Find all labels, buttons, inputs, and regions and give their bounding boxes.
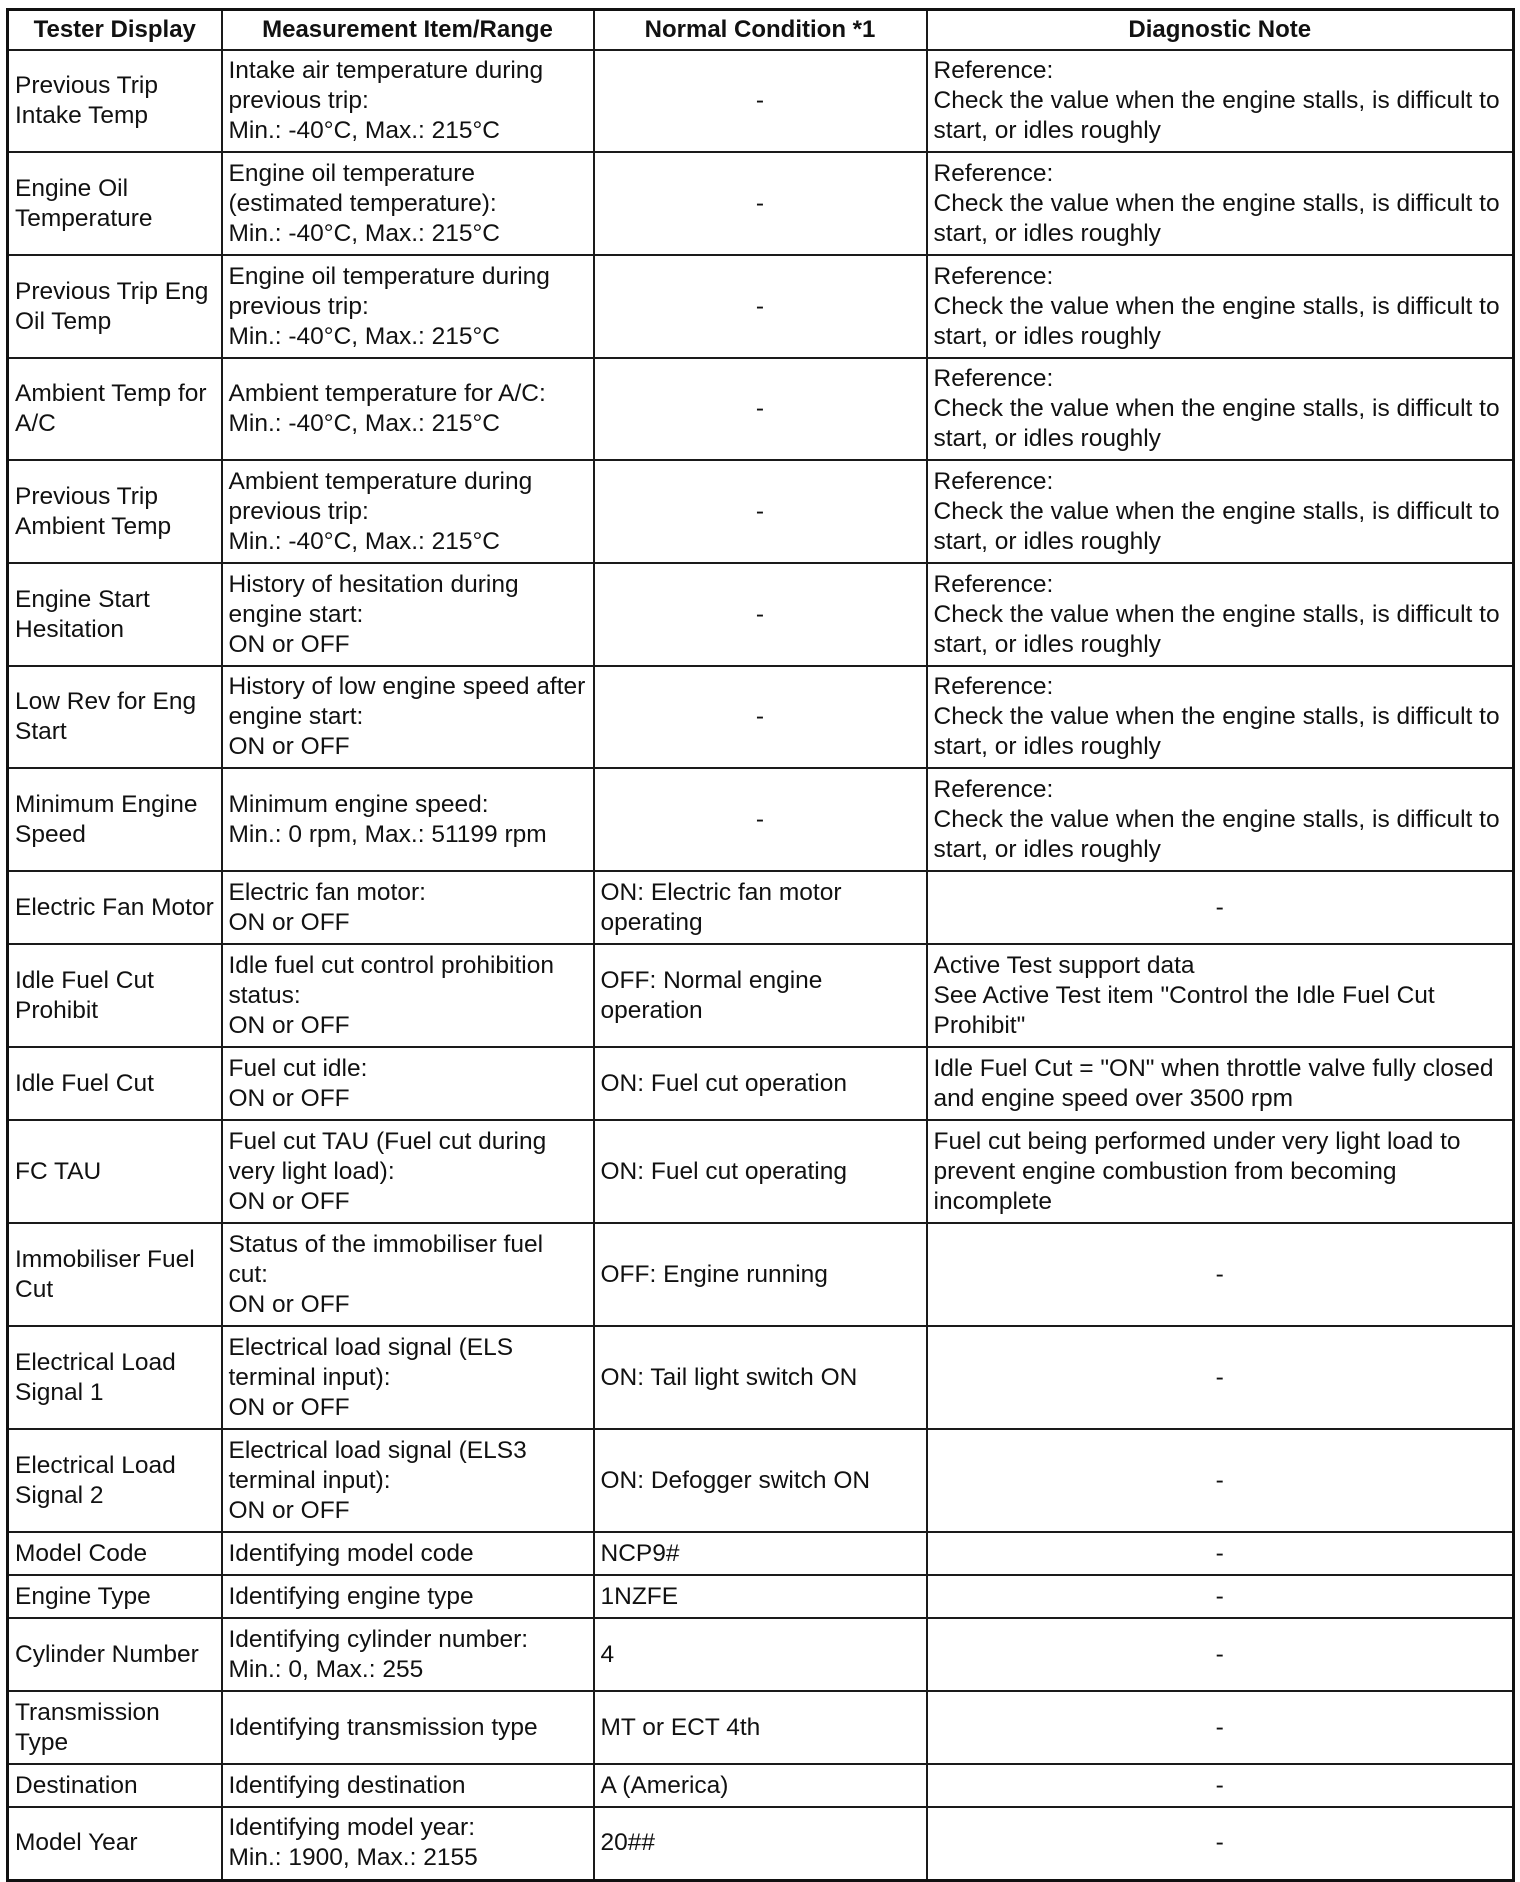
tester-display-cell: Low Rev for Eng Start — [8, 666, 222, 768]
tester-display-cell: Destination — [8, 1764, 222, 1807]
measurement-item-cell — [222, 358, 594, 460]
tester-display-cell: Previous Trip Intake Temp — [8, 50, 222, 152]
tester-display-cell: Idle Fuel Cut — [8, 1047, 222, 1120]
measurement-description: Ambient temperature for A/C: — [228, 380, 546, 407]
table-row — [8, 1223, 1514, 1326]
diagnostic-note-line: - — [1215, 893, 1224, 921]
normal-condition-cell: - — [594, 563, 927, 666]
diagnostic-note-cell — [927, 944, 1514, 1047]
tester-display-cell: Electric Fan Motor — [8, 871, 222, 944]
diagnostic-note-cell — [927, 1429, 1514, 1532]
diagnostic-note-detail: Check the value when the engine stalls, is difficult to start, or idles roughly — [933, 292, 1500, 350]
diagnostic-note-cell — [927, 768, 1514, 871]
diagnostic-note-line: - — [1215, 1829, 1224, 1857]
measurement-description: Electrical load signal (ELS3 terminal input): — [228, 1436, 527, 1494]
diagnostic-note-detail: See Active Test item "Control the Idle Fuel Cut Prohibit" — [933, 981, 1435, 1039]
diagnostic-note-cell — [927, 1807, 1514, 1880]
measurement-range: Min.: -40°C, Max.: 215°C — [228, 527, 500, 555]
normal-condition-cell: - — [594, 255, 927, 358]
measurement-range: Min.: 1900, Max.: 2155 — [228, 1844, 478, 1872]
table-row — [8, 563, 1514, 666]
tester-display-cell: Ambient Temp for A/C — [8, 358, 222, 460]
diagnostic-note-detail: Check the value when the engine stalls, is difficult to start, or idles roughly — [933, 395, 1500, 452]
diagnostic-note-detail: Check the value when the engine stalls, is difficult to start, or idles roughly — [933, 703, 1500, 760]
diagnostic-note-line: Idle Fuel Cut = "ON" when throttle valve fully closed and engine speed over 3500 rpm — [933, 1054, 1494, 1112]
measurement-item-cell — [222, 1047, 594, 1120]
measurement-range: ON or OFF — [228, 630, 350, 658]
normal-condition-cell: A (America) — [594, 1764, 927, 1807]
tester-display-cell: FC TAU — [8, 1120, 222, 1223]
measurement-description: Identifying destination — [228, 1771, 466, 1799]
tester-display-cell: Model Year — [8, 1807, 222, 1880]
measurement-range: ON or OFF — [228, 1393, 350, 1421]
tester-display-cell: Electrical Load Signal 1 — [8, 1326, 222, 1429]
normal-condition-cell: OFF: Engine running — [594, 1223, 927, 1326]
diagnostic-note-line: Reference: — [933, 467, 1054, 495]
normal-condition-cell: - — [594, 50, 927, 152]
header-diagnostic-note: Diagnostic Note — [927, 10, 1514, 51]
diagnostic-note-cell — [927, 1223, 1514, 1326]
measurement-range: ON or OFF — [228, 908, 350, 936]
table-row — [8, 1429, 1514, 1532]
tester-display-cell: Minimum Engine Speed — [8, 768, 222, 871]
measurement-description: Status of the immobiliser fuel cut: — [228, 1230, 544, 1288]
diagnostic-note-line: Reference: — [933, 673, 1054, 700]
diagnostic-note-line: Reference: — [933, 159, 1054, 187]
tester-display-cell: Previous Trip Eng Oil Temp — [8, 255, 222, 358]
header-tester-display: Tester Display — [8, 10, 222, 51]
diagnostic-note-line: Fuel cut being performed under very light load to prevent engine combustion from becoming incomplete — [933, 1127, 1461, 1215]
tester-display-cell: Immobiliser Fuel Cut — [8, 1223, 222, 1326]
diagnostic-note-detail: Check the value when the engine stalls, is difficult to start, or idles roughly — [933, 600, 1500, 658]
diagnostic-note-cell — [927, 871, 1514, 944]
measurement-description: Engine oil temperature (estimated temperature): — [228, 159, 497, 217]
table-row — [8, 1532, 1514, 1575]
normal-condition-cell: NCP9# — [594, 1532, 927, 1575]
diagnostic-note-cell — [927, 255, 1514, 358]
diagnostic-note-cell — [927, 1047, 1514, 1120]
table-body — [8, 50, 1514, 1880]
measurement-description: Identifying model year: — [228, 1814, 475, 1842]
diagnostic-note-line: - — [1215, 1363, 1224, 1391]
measurement-description: Identifying cylinder number: — [228, 1625, 529, 1653]
diagnostic-note-cell — [927, 1691, 1514, 1764]
diagnostic-note-cell — [927, 1326, 1514, 1429]
measurement-description: History of low engine speed after engine start: — [228, 673, 586, 730]
tester-display-cell: Idle Fuel Cut Prohibit — [8, 944, 222, 1047]
tester-display-cell: Transmission Type — [8, 1691, 222, 1764]
measurement-item-cell — [222, 1575, 594, 1618]
measurement-range: ON or OFF — [228, 1496, 350, 1524]
measurement-item-cell — [222, 666, 594, 768]
diagnostic-note-cell — [927, 1618, 1514, 1691]
table-row — [8, 768, 1514, 871]
measurement-range: Min.: -40°C, Max.: 215°C — [228, 410, 500, 437]
tester-display-cell: Previous Trip Ambient Temp — [8, 460, 222, 563]
normal-condition-cell: 4 — [594, 1618, 927, 1691]
measurement-description: History of hesitation during engine start: — [228, 570, 519, 628]
diagnostic-note-cell — [927, 152, 1514, 255]
measurement-description: Identifying model code — [228, 1539, 474, 1567]
table-row — [8, 1326, 1514, 1429]
data-list-sheet — [6, 8, 1512, 1872]
measurement-description: Electric fan motor: — [228, 878, 426, 906]
diagnostic-note-cell — [927, 666, 1514, 768]
table-row — [8, 152, 1514, 255]
diagnostic-note-cell — [927, 460, 1514, 563]
tester-display-cell: Engine Type — [8, 1575, 222, 1618]
measurement-item-cell — [222, 1120, 594, 1223]
diagnostic-note-cell — [927, 1575, 1514, 1618]
measurement-item-cell — [222, 1807, 594, 1880]
measurement-range: ON or OFF — [228, 733, 350, 760]
table-row — [8, 871, 1514, 944]
tester-display-cell: Engine Oil Temperature — [8, 152, 222, 255]
measurement-description: Engine oil temperature during previous trip: — [228, 262, 550, 320]
table-row — [8, 1047, 1514, 1120]
measurement-item-cell — [222, 152, 594, 255]
header-measurement-item: Measurement Item/Range — [222, 10, 594, 51]
measurement-range: Min.: 0 rpm, Max.: 51199 rpm — [228, 820, 547, 848]
diagnostic-note-detail: Check the value when the engine stalls, is difficult to start, or idles roughly — [933, 87, 1500, 144]
table-row — [8, 50, 1514, 152]
measurement-description: Intake air temperature during previous trip: — [228, 57, 544, 114]
measurement-item-cell — [222, 768, 594, 871]
measurement-description: Identifying engine type — [228, 1582, 474, 1610]
measurement-range: Min.: -40°C, Max.: 215°C — [228, 322, 500, 350]
diagnostic-note-detail: Check the value when the engine stalls, is difficult to start, or idles roughly — [933, 497, 1500, 555]
diagnostic-note-line: Reference: — [933, 262, 1054, 290]
measurement-description: Ambient temperature during previous trip: — [228, 467, 533, 525]
diagnostic-note-detail: Check the value when the engine stalls, is difficult to start, or idles roughly — [933, 189, 1500, 247]
measurement-range: ON or OFF — [228, 1187, 350, 1215]
normal-condition-cell: OFF: Normal engine operation — [594, 944, 927, 1047]
measurement-description: Electrical load signal (ELS terminal input): — [228, 1333, 514, 1391]
measurement-item-cell — [222, 944, 594, 1047]
diagnostic-note-line: - — [1215, 1713, 1224, 1741]
table-row — [8, 460, 1514, 563]
diagnostic-note-cell — [927, 50, 1514, 152]
normal-condition-cell: 20## — [594, 1807, 927, 1880]
table-row — [8, 358, 1514, 460]
table-row — [8, 944, 1514, 1047]
normal-condition-cell: - — [594, 768, 927, 871]
tester-display-cell: Engine Start Hesitation — [8, 563, 222, 666]
table-row — [8, 1807, 1514, 1880]
table-row — [8, 1120, 1514, 1223]
measurement-item-cell — [222, 1618, 594, 1691]
measurement-range: ON or OFF — [228, 1011, 350, 1039]
measurement-description: Fuel cut idle: — [228, 1054, 368, 1082]
diagnostic-note-detail: Check the value when the engine stalls, is difficult to start, or idles roughly — [933, 805, 1500, 863]
normal-condition-cell: ON: Tail light switch ON — [594, 1326, 927, 1429]
table-row — [8, 1691, 1514, 1764]
diagnostic-note-line: - — [1215, 1582, 1224, 1610]
diagnostic-note-cell — [927, 563, 1514, 666]
measurement-item-cell — [222, 460, 594, 563]
tester-display-cell: Cylinder Number — [8, 1618, 222, 1691]
normal-condition-cell: ON: Electric fan motor operating — [594, 871, 927, 944]
normal-condition-cell: - — [594, 152, 927, 255]
normal-condition-cell: ON: Fuel cut operating — [594, 1120, 927, 1223]
normal-condition-cell: - — [594, 358, 927, 460]
measurement-range: Min.: -40°C, Max.: 215°C — [228, 219, 500, 247]
diagnostic-note-line: - — [1215, 1640, 1224, 1668]
diagnostic-note-line: Reference: — [933, 570, 1054, 598]
measurement-range: ON or OFF — [228, 1290, 350, 1318]
diagnostic-note-cell — [927, 1532, 1514, 1575]
measurement-description: Idle fuel cut control prohibition status: — [228, 951, 554, 1009]
tester-display-cell: Model Code — [8, 1532, 222, 1575]
diagnostic-note-line: Active Test support data — [933, 951, 1195, 979]
measurement-item-cell — [222, 1691, 594, 1764]
normal-condition-cell: MT or ECT 4th — [594, 1691, 927, 1764]
measurement-range: Min.: -40°C, Max.: 215°C — [228, 117, 500, 144]
measurement-item-cell — [222, 563, 594, 666]
table-row — [8, 666, 1514, 768]
diagnostic-note-line: Reference: — [933, 365, 1054, 392]
header-row — [8, 10, 1514, 51]
measurement-item-cell — [222, 1532, 594, 1575]
diagnostic-note-line: Reference: — [933, 775, 1054, 803]
diagnostic-note-cell — [927, 358, 1514, 460]
measurement-range: ON or OFF — [228, 1084, 350, 1112]
measurement-item-cell — [222, 50, 594, 152]
tester-display-cell: Electrical Load Signal 2 — [8, 1429, 222, 1532]
normal-condition-cell: 1NZFE — [594, 1575, 927, 1618]
diagnostic-note-line: - — [1215, 1260, 1224, 1288]
data-list-table — [6, 8, 1515, 1882]
measurement-description: Fuel cut TAU (Fuel cut during very light load): — [228, 1127, 547, 1185]
measurement-item-cell — [222, 1764, 594, 1807]
normal-condition-cell: - — [594, 666, 927, 768]
normal-condition-cell: - — [594, 460, 927, 563]
normal-condition-cell: ON: Defogger switch ON — [594, 1429, 927, 1532]
diagnostic-note-cell — [927, 1764, 1514, 1807]
measurement-description: Minimum engine speed: — [228, 790, 489, 818]
diagnostic-note-line: - — [1215, 1539, 1224, 1567]
table-row — [8, 255, 1514, 358]
table-row — [8, 1575, 1514, 1618]
measurement-item-cell — [222, 1223, 594, 1326]
normal-condition-cell: ON: Fuel cut operation — [594, 1047, 927, 1120]
header-normal-condition: Normal Condition *1 — [594, 10, 927, 51]
measurement-item-cell — [222, 1326, 594, 1429]
diagnostic-note-line: Reference: — [933, 57, 1054, 84]
table-row — [8, 1764, 1514, 1807]
diagnostic-note-cell — [927, 1120, 1514, 1223]
measurement-range: Min.: 0, Max.: 255 — [228, 1655, 424, 1683]
measurement-description: Identifying transmission type — [228, 1713, 538, 1741]
measurement-item-cell — [222, 1429, 594, 1532]
measurement-item-cell — [222, 871, 594, 944]
measurement-item-cell — [222, 255, 594, 358]
table-row — [8, 1618, 1514, 1691]
diagnostic-note-line: - — [1215, 1771, 1224, 1799]
diagnostic-note-line: - — [1215, 1466, 1224, 1494]
